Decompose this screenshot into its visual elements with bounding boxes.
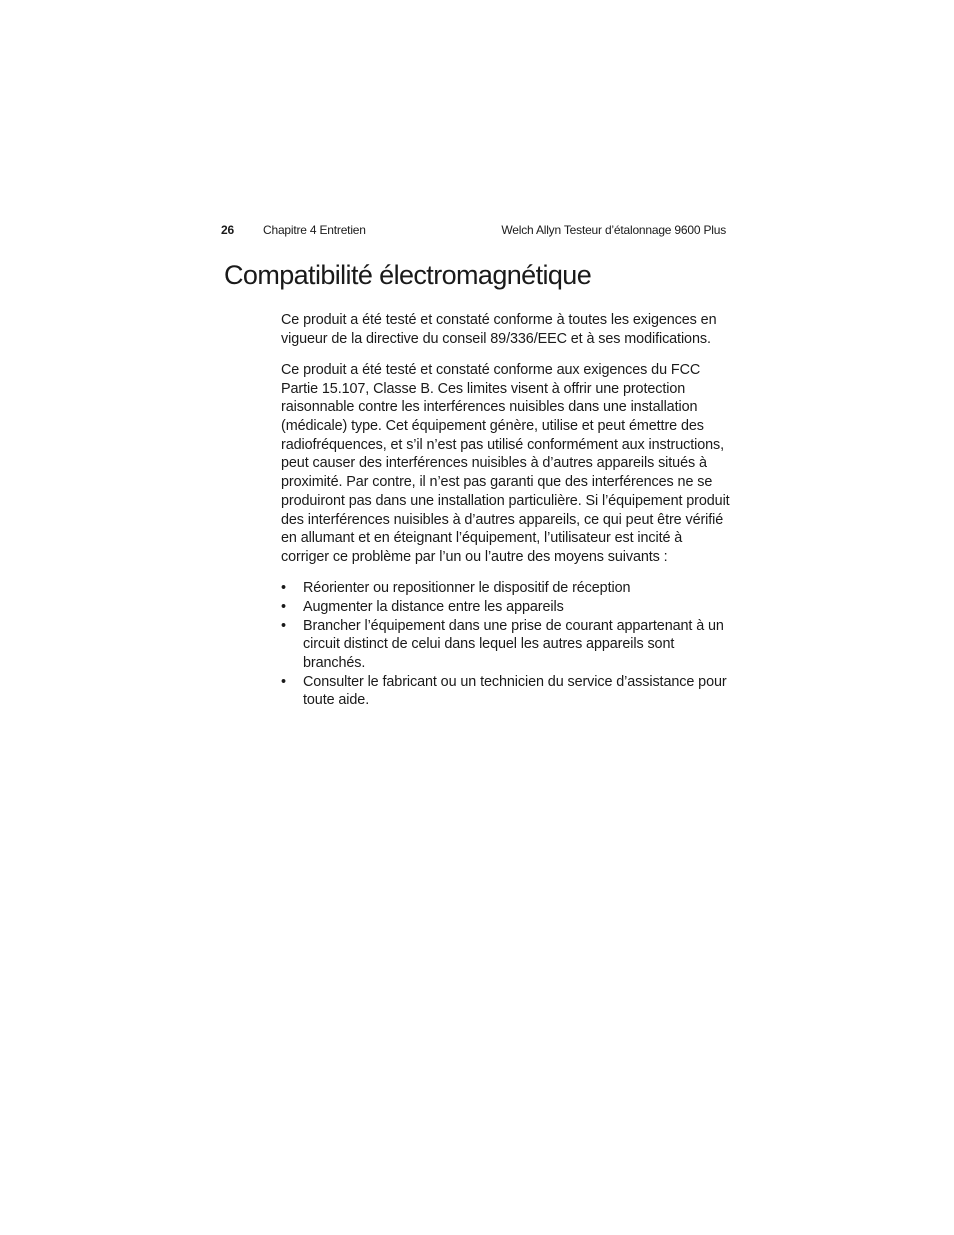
list-item [281, 598, 731, 617]
bullet-icon: • [281, 617, 286, 634]
bullet-icon: • [281, 598, 286, 615]
running-header [221, 221, 726, 239]
document-title: Welch Allyn Testeur d’étalonnage 9600 Plus [501, 223, 726, 237]
section-body [281, 311, 731, 710]
list-item-text: Réorienter ou repositionner le dispositif de réception [303, 580, 631, 597]
paragraph-fcc-compliance: Ce produit a été testé et constaté conforme aux exigences du FCC Partie 15.107, Classe B. Ces limites visent à offrir une protection raisonnable contre les interférences nuisibles dans une installation (médicale) type. Cet équipement génère, utilise et peut émettre des radiofréquences, et s’il n’est pas utilisé conformément aux instructions, peut causer des interférences nuisibles à d’autres appareils situés à proximité. Par contre, il n’est pas garanti que des interférences ne se produiront pas dans une installation particulière. Si l’équipement produit des interférences nuisibles à d’autres appareils, ce qui peut être vérifié en allumant et en éteignant l’équipement, l’utilisateur est incité à corriger ce problème par l’un ou l’autre des moyens suivants : [281, 361, 730, 565]
page-number: 26 [221, 223, 234, 237]
list-item [281, 617, 731, 673]
list-item [281, 673, 731, 710]
paragraph-conformity-directive: Ce produit a été testé et constaté conforme à toutes les exigences en vigueur de la directive du conseil 89/336/EEC et à ses modifications. [281, 312, 717, 347]
chapter-title: Chapitre 4 Entretien [263, 223, 366, 237]
list-item-text: Augmenter la distance entre les appareils [303, 598, 564, 615]
list-item-text: Consulter le fabricant ou un technicien du service d’assistance pour toute aide. [303, 673, 727, 709]
bullet-icon: • [281, 580, 286, 597]
list-item [281, 579, 731, 598]
remedy-list [281, 579, 731, 710]
section-title: Compatibilité électromagnétique [224, 260, 592, 290]
bullet-icon: • [281, 673, 286, 690]
list-item-text: Brancher l’équipement dans une prise de courant appartenant à un circuit distinct de celui dans lequel les autres appareils sont branchés. [303, 617, 724, 671]
